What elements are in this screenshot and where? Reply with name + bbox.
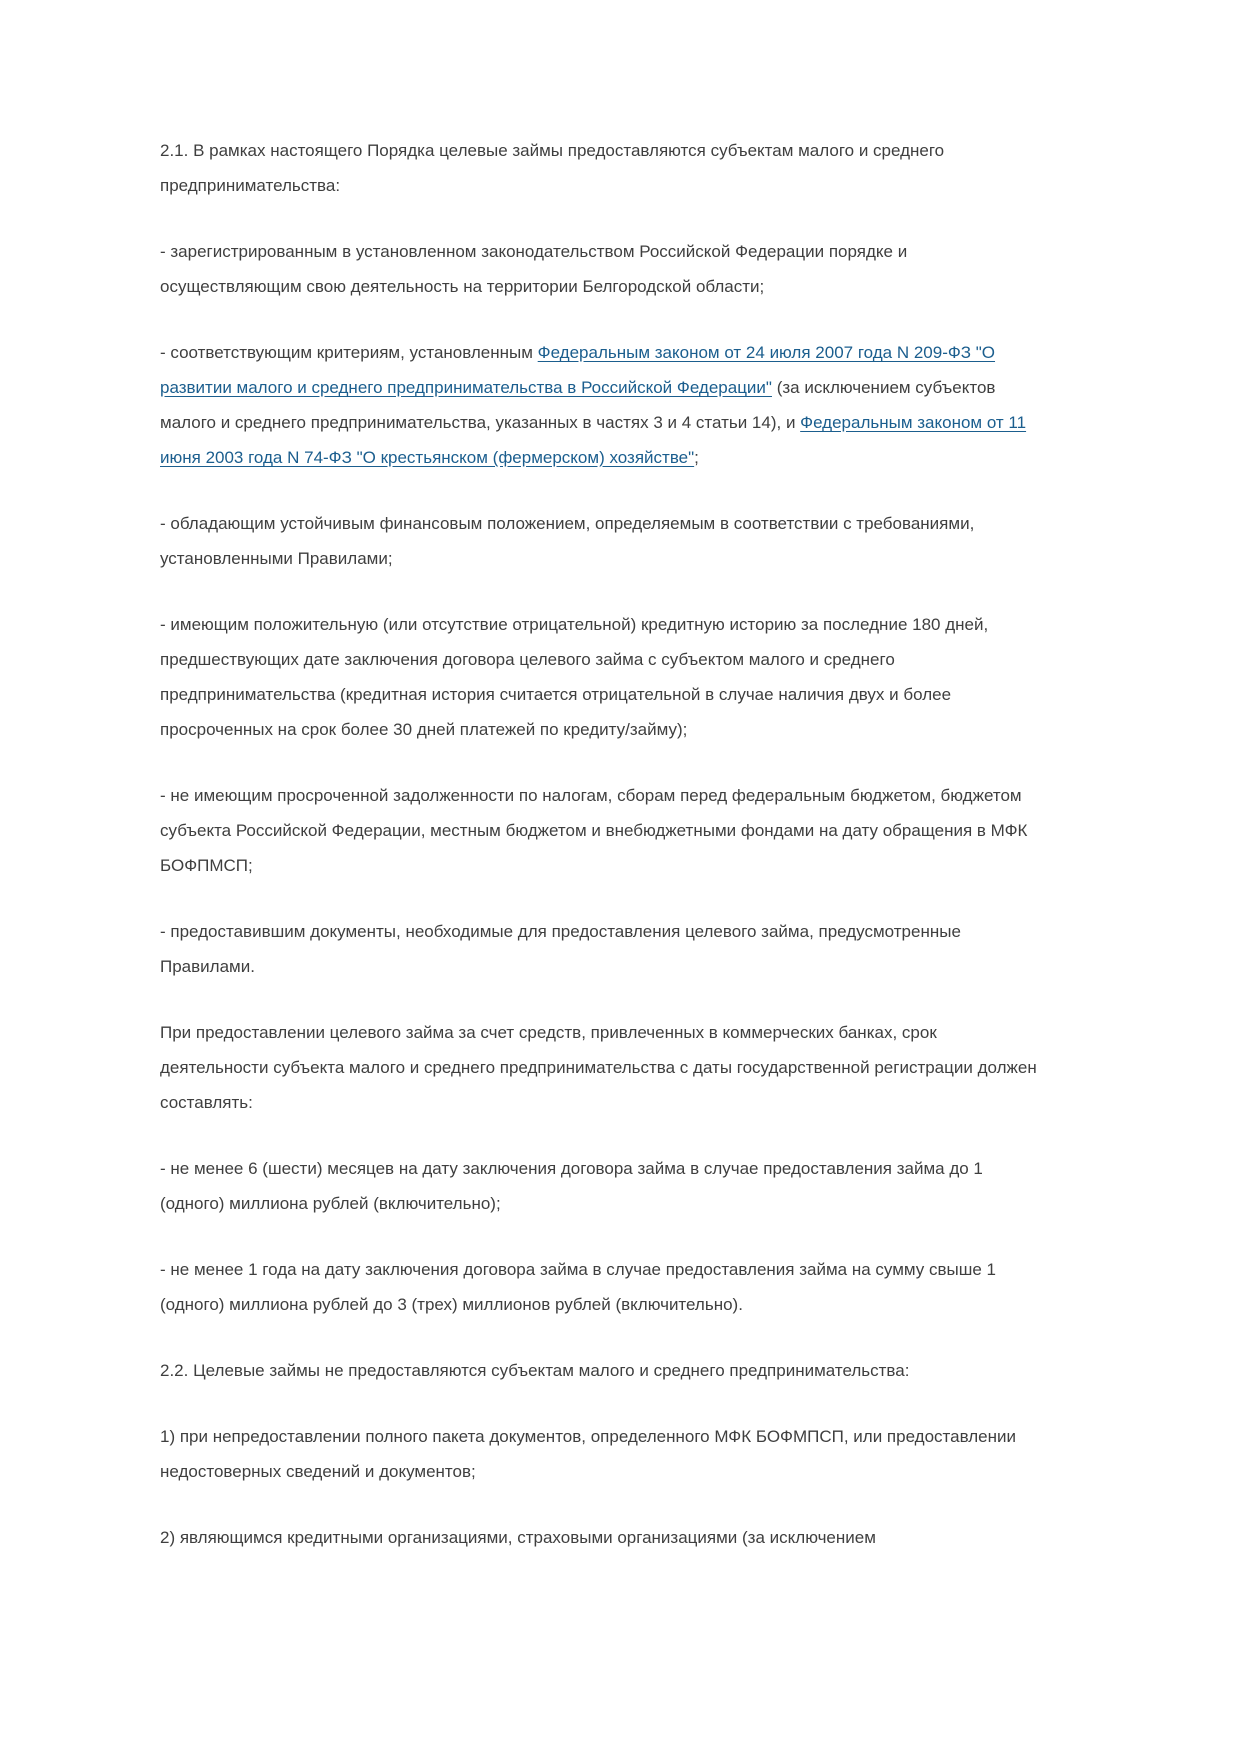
law-link[interactable]: Федеральным законом от 11 июня 2003 года N 74-ФЗ "О крестьянском (фермерском) хозяйстве" bbox=[160, 413, 1027, 467]
paragraph bbox=[160, 335, 1040, 475]
document-body bbox=[160, 133, 1040, 1555]
text-run: - предоставившим документы, необходимые для предоставления целевого займа, предусмотренные Правилами. bbox=[160, 922, 961, 976]
paragraph bbox=[160, 914, 1040, 984]
paragraph bbox=[160, 607, 1040, 747]
paragraph bbox=[160, 234, 1040, 304]
paragraph bbox=[160, 1015, 1040, 1120]
text-run: 2.2. Целевые займы не предоставляются субъектам малого и среднего предпринимательства: bbox=[160, 1361, 910, 1380]
text-run: - не менее 1 года на дату заключения договора займа в случае предоставления займа на сумму свыше 1 (одного) миллиона рублей до 3 (трех) миллионов рублей (включительно). bbox=[160, 1260, 997, 1314]
paragraph bbox=[160, 1419, 1040, 1489]
paragraph bbox=[160, 778, 1040, 883]
paragraph bbox=[160, 1151, 1040, 1221]
text-run: - соответствующим критериям, установленным bbox=[160, 343, 538, 362]
paragraph bbox=[160, 1520, 1040, 1555]
text-run: При предоставлении целевого займа за счет средств, привлеченных в коммерческих банках, срок деятельности субъекта малого и среднего предпринимательства с даты государственной регистрации должен составлять: bbox=[160, 1023, 1037, 1112]
text-run: - не менее 6 (шести) месяцев на дату заключения договора займа в случае предоставления займа до 1 (одного) миллиона рублей (включительно); bbox=[160, 1159, 983, 1213]
text-run: 2.1. В рамках настоящего Порядка целевые займы предоставляются субъектам малого и среднего предпринимательства: bbox=[160, 141, 945, 195]
law-link[interactable]: Федеральным законом от 24 июля 2007 года N 209-ФЗ "О развитии малого и среднего предпринимательства в Российской Федерации" bbox=[160, 343, 996, 397]
text-run: 2) являющимся кредитными организациями, страховыми организациями (за исключением bbox=[160, 1528, 876, 1547]
text-run: - не имеющим просроченной задолженности по налогам, сборам перед федеральным бюджетом, бюджетом субъекта Российской Федерации, местным бюджетом и внебюджетными фондами на дату обращения в МФК БОФПМСП; bbox=[160, 786, 1028, 875]
text-run: - обладающим устойчивым финансовым положением, определяемым в соответствии с требованиями, установленными Правилами; bbox=[160, 514, 975, 568]
text-run: (за исключением субъектов малого и среднего предпринимательства, указанных в частях 3 и 4 статьи 14), и bbox=[160, 378, 996, 432]
paragraph bbox=[160, 506, 1040, 576]
paragraph bbox=[160, 1252, 1040, 1322]
paragraph bbox=[160, 133, 1040, 203]
text-run: ; bbox=[694, 448, 699, 467]
paragraph bbox=[160, 1353, 1040, 1388]
text-run: - зарегистрированным в установленном законодательством Российской Федерации порядке и осуществляющим свою деятельность на территории Белгородской области; bbox=[160, 242, 908, 296]
text-run: - имеющим положительную (или отсутствие отрицательной) кредитную историю за последние 180 дней, предшествующих дате заключения договора целевого займа с субъектом малого и среднего предпринимательства (кредитная история считается отрицательной в случае наличия двух и более просроченных на срок более 30 дней платежей по кредиту/займу); bbox=[160, 615, 989, 739]
text-run: 1) при непредоставлении полного пакета документов, определенного МФК БОФМПСП, или предоставлении недостоверных сведений и документов; bbox=[160, 1427, 1016, 1481]
